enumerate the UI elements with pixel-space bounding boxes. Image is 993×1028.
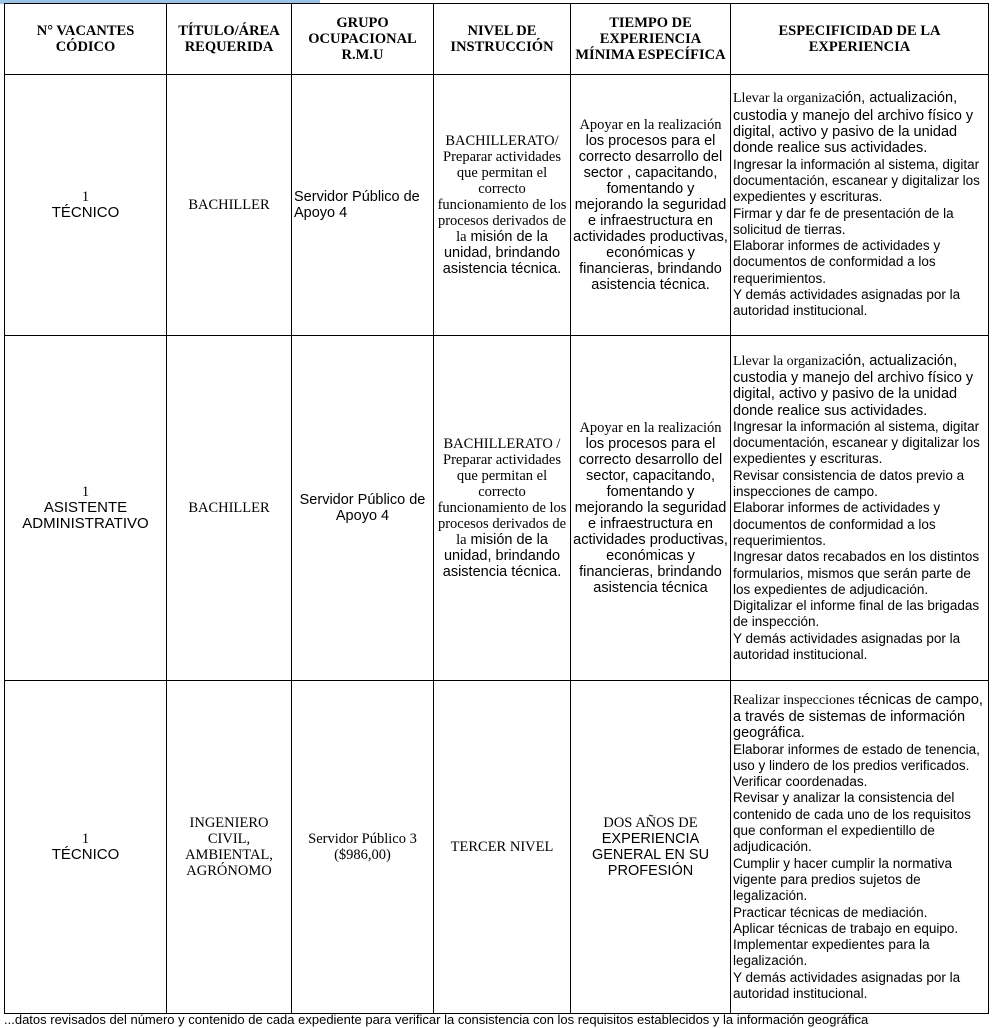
vacantes-number: 1 — [81, 189, 90, 205]
header-especificidad: ESPECIFICIDAD DE LA EXPERIENCIA — [731, 4, 989, 75]
nivel-cell — [434, 75, 571, 336]
especificidad-lead — [733, 90, 986, 156]
nivel-cell — [434, 336, 571, 681]
tiempo-cell — [571, 75, 731, 336]
lead-suffix: ción, actualización, custodia y manejo del archivo físico y digital, activo y pasivo de la unidad donde realice sus actividades. — [733, 90, 974, 157]
header-titulo: TÍTULO/ÁREA REQUERIDA — [167, 4, 292, 75]
especificidad-lead — [733, 353, 986, 419]
especificidad-item: Implementar expedientes para la legalización. — [733, 937, 930, 969]
especificidad-item: Firmar y dar fe de presentación de la solicitud de tierras. — [733, 205, 954, 237]
especificidad-item: Elaborar informes de estado de tenencia, uso y lindero de los predios verificados. — [733, 741, 980, 773]
especificidad-item: Digitalizar el informe final de las brigadas de inspección. — [733, 598, 980, 630]
header-tiempo: TIEMPO DE EXPERIENCIA MÍNIMA ESPECÍFICA — [571, 4, 731, 75]
lead-prefix: Llevar la organiza — [733, 353, 835, 369]
table-row — [5, 681, 989, 1014]
grupo-cell: Servidor Público de Apoyo 4 — [292, 75, 434, 336]
nivel-text-suffix: misión de la unidad, brindando asistencia técnica. — [442, 532, 562, 580]
cut-off-footer-text: ...datos revisados del número y contenido de cada expediente para verificar la consistencia con los requisitos establecidos y la información geográfica — [4, 1012, 869, 1027]
titulo-cell: BACHILLER — [167, 336, 292, 681]
especificidad-item: Elaborar informes de actividades y documentos de conformidad a los requerimientos. — [733, 238, 941, 286]
nivel-text-prefix: BACHILLERATO/ Preparar actividades que permitan el correcto funcionamiento de los procesos derivados de la — [437, 133, 567, 245]
vacantes-number: 1 — [81, 831, 90, 847]
tiempo-text-suffix: EXPERIENCIA GENERAL EN SU PROFESIÓN — [591, 831, 710, 879]
vacantes-cell — [5, 336, 167, 681]
titulo-cell: INGENIERO CIVIL, AMBIENTAL, AGRÓNOMO — [167, 681, 292, 1014]
especificidad-cell — [731, 336, 989, 681]
table-row — [5, 336, 989, 681]
tiempo-text-suffix: los procesos para el correcto desarrollo del sector , capacitando, fomentando y mejorando la seguridad e infraestructura en actividades productivas, económicas y financieras, brindando asistencia técnica. — [573, 133, 728, 293]
vacantes-cell — [5, 681, 167, 1014]
especificidad-cell — [731, 75, 989, 336]
header-grupo: GRUPO OCUPACIONAL R.M.U — [292, 4, 434, 75]
especificidad-item: Ingresar la información al sistema, digitar documentación, escanear y digitalizar los expedientes y escrituras. — [733, 418, 980, 467]
tiempo-text-prefix: Apoyar en la realización — [579, 117, 722, 133]
lead-suffix: ción, actualización, custodia y manejo del archivo físico y digital, activo y pasivo de la unidad donde realice sus actividades. — [733, 352, 974, 419]
especificidad-item: Revisar consistencia de datos previo a inspecciones de campo. — [733, 467, 965, 500]
cargo-label: TÉCNICO — [51, 846, 120, 863]
nivel-text-prefix: BACHILLERATO / Preparar actividades que permitan el correcto funcionamiento de los procesos derivados de la — [437, 436, 567, 548]
vacancies-table — [4, 3, 989, 1014]
titulo-cell: BACHILLER — [167, 75, 292, 336]
nivel-text-prefix: TERCER NIVEL — [450, 839, 554, 855]
especificidad-item: Y demás actividades asignadas por la autoridad institucional. — [733, 969, 961, 1002]
especificidad-cell — [731, 681, 989, 1014]
especificidad-item: Y demás actividades asignadas por la autoridad institucional. — [733, 286, 961, 319]
table-row — [5, 75, 989, 336]
vacantes-number: 1 — [81, 484, 90, 500]
nivel-cell — [434, 681, 571, 1014]
tiempo-cell — [571, 336, 731, 681]
especificidad-item: Ingresar la información al sistema, digitar documentación, escanear y digitalizar los expedientes y escrituras. — [733, 156, 980, 205]
tiempo-text-prefix: DOS AÑOS DE — [603, 815, 698, 831]
especificidad-item: Elaborar informes de actividades y documentos de conformidad a los requerimientos. — [733, 500, 941, 548]
grupo-cell — [292, 681, 434, 1014]
vacantes-cell — [5, 75, 167, 336]
lead-prefix: Llevar la organiza — [733, 91, 835, 107]
tiempo-text-suffix: los procesos para el correcto desarrollo del sector, capacitando, fomentando y mejorando la seguridad e infraestructura en actividades productivas, económicas y financieras, brindando asistencia técnica — [573, 436, 728, 596]
header-nivel: NIVEL DE INSTRUCCIÓN — [434, 4, 571, 75]
especificidad-item: Cumplir y hacer cumplir la normativa vigente para predios sujetos de legalización. — [733, 855, 953, 904]
tiempo-text-prefix: Apoyar en la realización — [579, 420, 722, 436]
especificidad-item: Aplicar técnicas de trabajo en equipo. — [733, 920, 959, 936]
table-header-row — [5, 4, 989, 75]
especificidad-item: Revisar y analizar la consistencia del contenido de cada uno de los requisitos que conforman el expedientillo de adjudicación. — [733, 790, 971, 855]
tiempo-cell — [571, 681, 731, 1014]
lead-prefix: Realizar inspecciones t — [733, 692, 863, 708]
especificidad-item: Practicar técnicas de mediación. — [733, 904, 928, 920]
grupo-cell: Servidor Público de Apoyo 4 — [292, 336, 434, 681]
especificidad-lead — [733, 692, 986, 742]
especificidad-item: Verificar coordenadas. — [733, 774, 868, 790]
grupo-text: Servidor Público 3 ($986,00) — [308, 831, 417, 863]
especificidad-item: Ingresar datos recabados en los distintos formularios, mismos que serán parte de los expedientes de adjudicación. — [733, 549, 980, 597]
especificidad-item: Y demás actividades asignadas por la autoridad institucional. — [733, 630, 961, 663]
lead-suffix: écnicas de campo, a través de sistemas de información geográfica. — [733, 691, 983, 742]
cargo-label: ASISTENTE ADMINISTRATIVO — [22, 499, 149, 532]
header-vacantes: N° VACANTES CÓDICO — [5, 4, 167, 75]
cargo-label: TÉCNICO — [51, 204, 120, 221]
nivel-text-suffix: misión de la unidad, brindando asistencia técnica. — [442, 229, 562, 277]
